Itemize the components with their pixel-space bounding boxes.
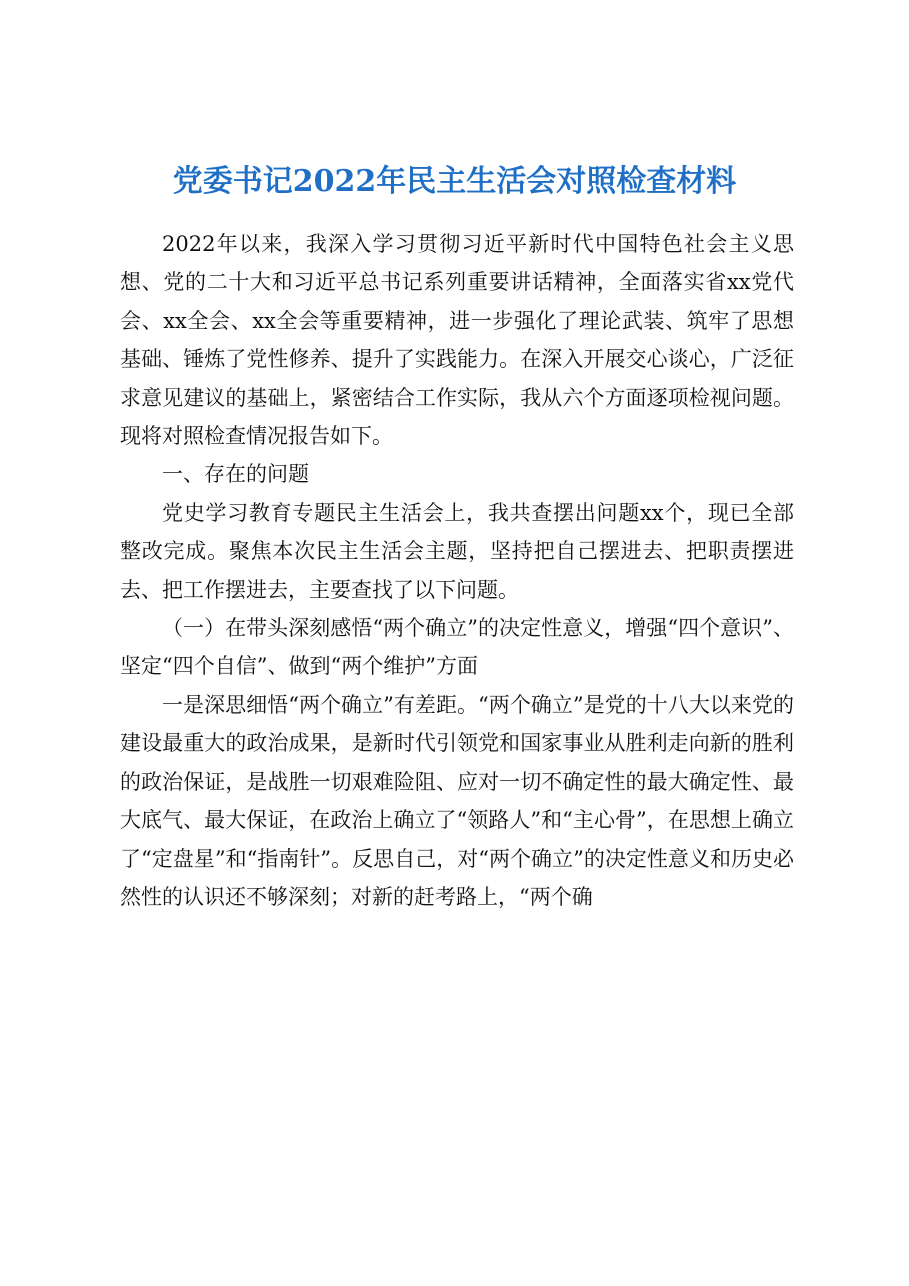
paragraph-intro: 2022年以来，我深入学习贯彻习近平新时代中国特色社会主义思想、党的二十大和习近平总书记系列重要讲话精神，全面落实省xx党代会、xx全会、xx全会等重要精神，进一步强化了理论武装、筑牢了思想基础、锤炼了党性修养、提升了实践能力。在深入开展交心谈心，广泛征求意见建议的基础上，紧密结合工作实际，我从六个方面逐项检视问题。现将对照检查情况报告如下。: [120, 232, 794, 449]
section-heading-problems: 一、存在的问题: [162, 462, 309, 487]
document-title: 党委书记2022年民主生活会对照检查材料: [172, 164, 737, 199]
paragraph-problems-summary: 党史学习教育专题民主生活会上，我共查摆出问题xx个，现已全部整改完成。聚焦本次民主生活会主题，坚持把自己摆进去、把职责摆进去、把工作摆进去，主要查找了以下问题。: [120, 500, 794, 602]
subsection-heading-1: （一）在带头深刻感悟“两个确立”的决定性意义，增强“四个意识”、坚定“四个自信”、做到“两个维护”方面: [120, 616, 794, 679]
document-body: [120, 225, 794, 916]
paragraph-point-1: 一是深思细悟“两个确立”有差距。“两个确立”是党的十八大以来党的建设最重大的政治成果，是新时代引领党和国家事业从胜利走向新的胜利的政治保证，是战胜一切艰难险阻、应对一切不确定性的最大确定性、最大底气、最大保证，在政治上确立了“领路人”和“主心骨”，在思想上确立了“定盘星”和“指南针”。反思自己，对“两个确立”的决定性意义和历史必然性的认识还不够深刻；对新的赶考路上，“两个确: [120, 692, 794, 909]
